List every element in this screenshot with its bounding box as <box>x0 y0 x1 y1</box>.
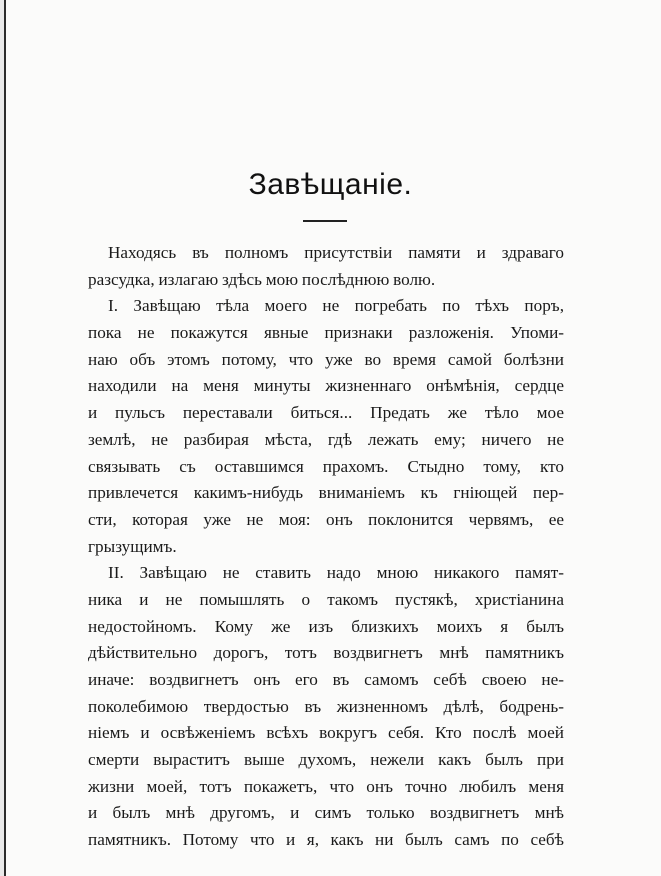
text-line: Находясь въ полномъ присутствіи памяти и здраваго <box>108 243 564 262</box>
text-line: недостойномъ. Кому же изъ близкихъ моихъ я былъ <box>88 616 564 636</box>
body-text <box>88 240 564 854</box>
text-line: памятникъ. Потому что и я, какъ ни былъ самъ по себѣ <box>88 830 564 850</box>
text-line: ніемъ и освѣженіемъ всѣхъ вокругъ себя. Кто послѣ моей <box>88 723 564 743</box>
text-line: смерти выраститъ выше духомъ, нежели какъ былъ при <box>88 750 564 770</box>
page-title: Завѣщаніе. <box>248 168 413 201</box>
text-line: дѣйствительно дорогъ, тотъ воздвигнетъ мнѣ памятникъ <box>88 643 564 663</box>
text-line: жизни моей, тотъ покажетъ, что онъ точно любилъ меня <box>88 776 564 796</box>
text-line: грызущимъ. <box>88 536 177 556</box>
text-line: наю объ этомъ потому, что уже во время самой болѣзни <box>88 349 564 369</box>
text-line: привлечется какимъ-нибудь вниманіемъ къ гніющей пер- <box>88 483 564 503</box>
text-line: землѣ, не разбирая мѣста, гдѣ лежать ему; ничего не <box>88 429 564 449</box>
text-line: и былъ мнѣ другомъ, и симъ только воздвигнетъ мнѣ <box>88 803 564 823</box>
text-line: иначе: воздвигнетъ онъ его въ самомъ себѣ своею не- <box>88 670 564 689</box>
text-line: сти, которая уже не моя: онъ поклонится червямъ, ее <box>88 509 564 529</box>
text-line: пока не покажутся явные признаки разложенія. Упоми- <box>88 323 564 343</box>
text-line: I. Завѣщаю тѣла моего не погребать по тѣхъ поръ, <box>108 296 564 316</box>
title-divider <box>303 220 347 222</box>
page-spine-edge <box>4 0 6 876</box>
text-line: поколебимою твердостью въ жизненномъ дѣлѣ, бодрень- <box>88 696 564 716</box>
text-line: разсудка, излагаю здѣсь мою послѣднюю волю. <box>88 269 436 289</box>
text-line: ника и не помышлять о такомъ пустякѣ, христіанина <box>88 589 564 609</box>
text-line: и пульсъ переставали биться... Предать же тѣло мое <box>88 403 564 423</box>
text-line: находили на меня минуты жизненнаго онѣмѣнія, сердце <box>88 376 564 396</box>
text-line: связывать съ оставшимся прахомъ. Стыдно тому, кто <box>88 456 564 476</box>
text-line: II. Завѣщаю не ставить надо мною никакого памят- <box>108 563 564 583</box>
